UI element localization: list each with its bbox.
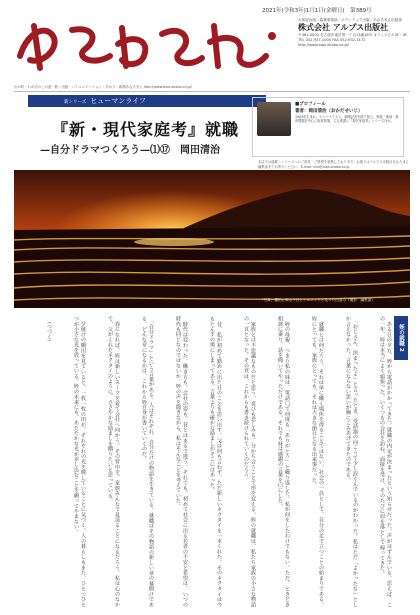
- publisher-block: [298, 18, 410, 48]
- text-column: 姪の母親、つまり私の妹は、電話口で何度も「ありがとう」と繰り返した。私が何をしたわけでもない。ただ、ときどき相談に乗り、話を聞いてやっただけである。それでも妹は感謝の言葉を口にした。: [277, 316, 290, 607]
- author-bio: 1943年生まれ。ジャーナリスト。新聞記者を経て独立。家族・地域・教育問題を中心に取材執筆。主な著書に『現代家庭考』シリーズほか。: [295, 115, 399, 124]
- publisher-sub: 大和屋出版・協賛事業部／ボランティア出版／あなろまん出版部: [298, 18, 402, 22]
- top-divider: [14, 91, 410, 92]
- series-name: ヒューマンライフ: [90, 97, 146, 105]
- author-name: 著者：岡田清治（おかだせいじ）: [295, 109, 363, 114]
- article-subtitle: —自分ドラマつくろう—⑴⑰ 岡田清治: [40, 145, 220, 156]
- logo-text: あなろまん: [148, 50, 153, 51]
- masthead-logo: [14, 16, 282, 74]
- tagline: わが町・わが店のこの道一筋／出版・コミュニケーション・あかり・新聞あなろまん http://www.alps-shobo.co.jp/: [14, 85, 192, 89]
- text-column: ある日の夕方、姪から電話がかかってきた。就職の内定が決まったという知らせだった。声がはずんでいる。思えば、この一年、姪は本当によく頑張った。いくつもの会社を訪ね、面接を受け、そのたびに肩を落として帰ってきた。: [379, 316, 392, 607]
- section-tab: 姪の就職 2: [394, 316, 408, 360]
- text-column: （つづく）: [46, 316, 52, 345]
- text-column: 「自分ドラマ」という言葉がある。人はそれぞれ、自分だけの物語を生きている。就職はその物語の新しい章の幕開けである。どんな章になるかは、これから姪自身が書いていくのだ。: [141, 316, 154, 607]
- photo-caption: 「写真」棚田に映る夕日とシルエットとなった山並み（撮影：編集部）: [260, 298, 375, 302]
- publisher-tel: TEL 052-937-1000 FAX 052-932-1172: [298, 38, 366, 42]
- author-photo: [257, 102, 291, 136]
- series-bar: [28, 95, 266, 107]
- profile-box: [252, 97, 404, 157]
- publisher-address: 〒461-0004 名古屋市東区葵一丁目13番16号 オフィスビル3F・4F: [298, 33, 407, 37]
- text-column: 就職とは何だろう。それは単に働く場所を得ることではない。社会の一員として、自分の足で立つことの始まりである。姪にとっても、家族にとっても、それは大きな節目となる出来事だった。: [311, 316, 324, 607]
- text-column: 家族とは不思議なものだと思う。喜びも悲しみも、分かち合うことで形を変える。姪の就職は、私たち家族の小さな物語の一頁となった。その頁は、これからも書き続けられていくのだろう。: [243, 316, 256, 607]
- article-body: [14, 316, 392, 607]
- series-label: 新シリーズ: [64, 100, 87, 105]
- text-column: 夕焼けの棚田を見ていると、一枚一枚の田が、それぞれの光を映していることに気づく。人の暮らしもまた、ひとつひとつが小さな光を放っている。姪の未来にも、あたたかな光が差し込むことを願ってやまない。: [73, 316, 86, 607]
- article-title: 『新・現代家庭考』就職: [52, 120, 240, 139]
- text-column: 時代は変わった。働き方も、会社の姿も、昔とはまるで違う。それでも、初めて社会に出る若者の不安と希望は、いつの時代も同じなのではないか。姪の声を聞きながら、私はそんなことを考えていた。: [175, 316, 188, 607]
- text-column: 「おじさん、決まったよ」と言ったとき、受話器の向こうで少し涙ぐんでいるのがわかった。私はただ「よかったな」としか言えなかった。言葉にならない思いが胸にこみあげてきたのである。: [345, 316, 358, 607]
- profile-heading: ■プロフィール: [295, 102, 326, 107]
- sunset-photo: [14, 170, 410, 308]
- publisher-url[interactable]: http://www.alps-shobo.co.jp/: [298, 43, 349, 47]
- issue-line: 2021年(令和3年)1月1日(金曜日) 第389号: [262, 8, 372, 14]
- text-column: 昔、私が初めて勤めに出た日のことを思い出す。父は何も言わず、ただ新しいネクタイを一本くれた。そのネクタイは今もたんすの奥にしまってある。言葉よりも確かな励ましがそこにはあった。: [209, 316, 222, 607]
- publisher-name: 株式会社 アルプス出版社: [298, 23, 389, 32]
- text-column: 春になれば、姪は新しいスーツを着て会社へ向かう。その背中を、家族みんなで見送ることになるだろう。私は心のなかで、父がくれたネクタイのように、ささやかな励ましを贈りたいと思っている。: [107, 316, 120, 607]
- info-note: 本誌では連載・シリーズへのご意見・ご感想を募集しております。お便りはアルプス出版社あなろまん編集部までお寄せください。E-mail: info@alps-shobo.co.jp: [258, 160, 409, 169]
